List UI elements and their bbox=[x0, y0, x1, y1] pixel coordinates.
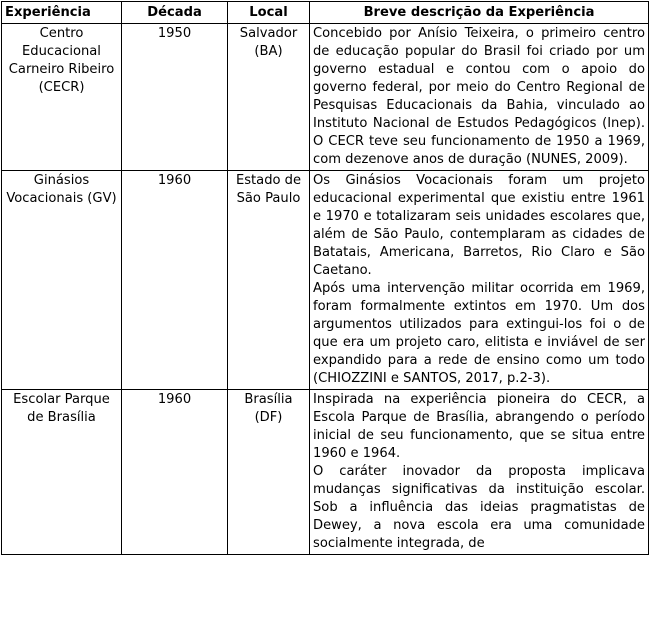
table-row bbox=[2, 24, 649, 171]
cell-descricao bbox=[310, 24, 649, 171]
descricao-paragraph: Concebido por Anísio Teixeira, o primeiro centro de educação popular do Brasil foi criado por um governo estadual e contou com o apoio do governo federal, por meio do Centro Regional de Pesquisas Educacionais da Bahia, vinculado ao Instituto Nacional de Estudos Pedagógicos (Inep). O CECR teve seu funcionamento de 1950 a 1969, com dezenove anos de duração (NUNES, 2009). bbox=[313, 26, 645, 167]
cell-descricao bbox=[310, 390, 649, 555]
cell-local: Brasília (DF) bbox=[228, 390, 310, 555]
table-row bbox=[2, 171, 649, 390]
header-row bbox=[2, 2, 649, 24]
descricao-paragraph: Após uma intervenção militar ocorrida em 1969, foram formalmente extintos em 1970. Um dos argumentos utilizados para extingui-los foi o de que era um projeto caro, elitista e inviável de ser expandido para a rede de ensino como um todo (CHIOZZINI e SANTOS, 2017, p.2-3). bbox=[313, 281, 645, 386]
descricao-paragraph: Inspirada na experiência pioneira do CECR, a Escola Parque de Brasília, abrangendo o período inicial de seu funcionamento, que se situa entre 1960 e 1964. bbox=[313, 392, 645, 461]
header-experiencia: Experiência bbox=[2, 2, 122, 24]
descricao-paragraph: O caráter inovador da proposta implicava mudanças significativas da instituição escolar. Sob a influência das ideias pragmatistas de Dewey, a nova escola era uma comunidade socialmente integrada, de bbox=[313, 464, 645, 551]
cell-experiencia: Escolar Parque de Brasília bbox=[2, 390, 122, 555]
table-row bbox=[2, 390, 649, 555]
cell-experiencia: Ginásios Vocacionais (GV) bbox=[2, 171, 122, 390]
header-decada: Década bbox=[122, 2, 228, 24]
cell-local: Salvador (BA) bbox=[228, 24, 310, 171]
cell-experiencia: Centro Educacional Carneiro Ribeiro (CECR) bbox=[2, 24, 122, 171]
cell-decada: 1950 bbox=[122, 24, 228, 171]
table-body bbox=[2, 24, 649, 555]
cell-local: Estado de São Paulo bbox=[228, 171, 310, 390]
header-descricao: Breve descrição da Experiência bbox=[310, 2, 649, 24]
cell-decada: 1960 bbox=[122, 171, 228, 390]
descricao-paragraph: Os Ginásios Vocacionais foram um projeto educacional experimental que existiu entre 1961 e 1970 e totalizaram seis unidades escolares que, além de São Paulo, contemplaram as cidades de Batatais, Americana, Barretos, Rio Claro e São Caetano. bbox=[313, 173, 645, 278]
header-local: Local bbox=[228, 2, 310, 24]
cell-descricao bbox=[310, 171, 649, 390]
experiences-table bbox=[1, 1, 649, 555]
table-container bbox=[1, 1, 648, 555]
cell-decada: 1960 bbox=[122, 390, 228, 555]
